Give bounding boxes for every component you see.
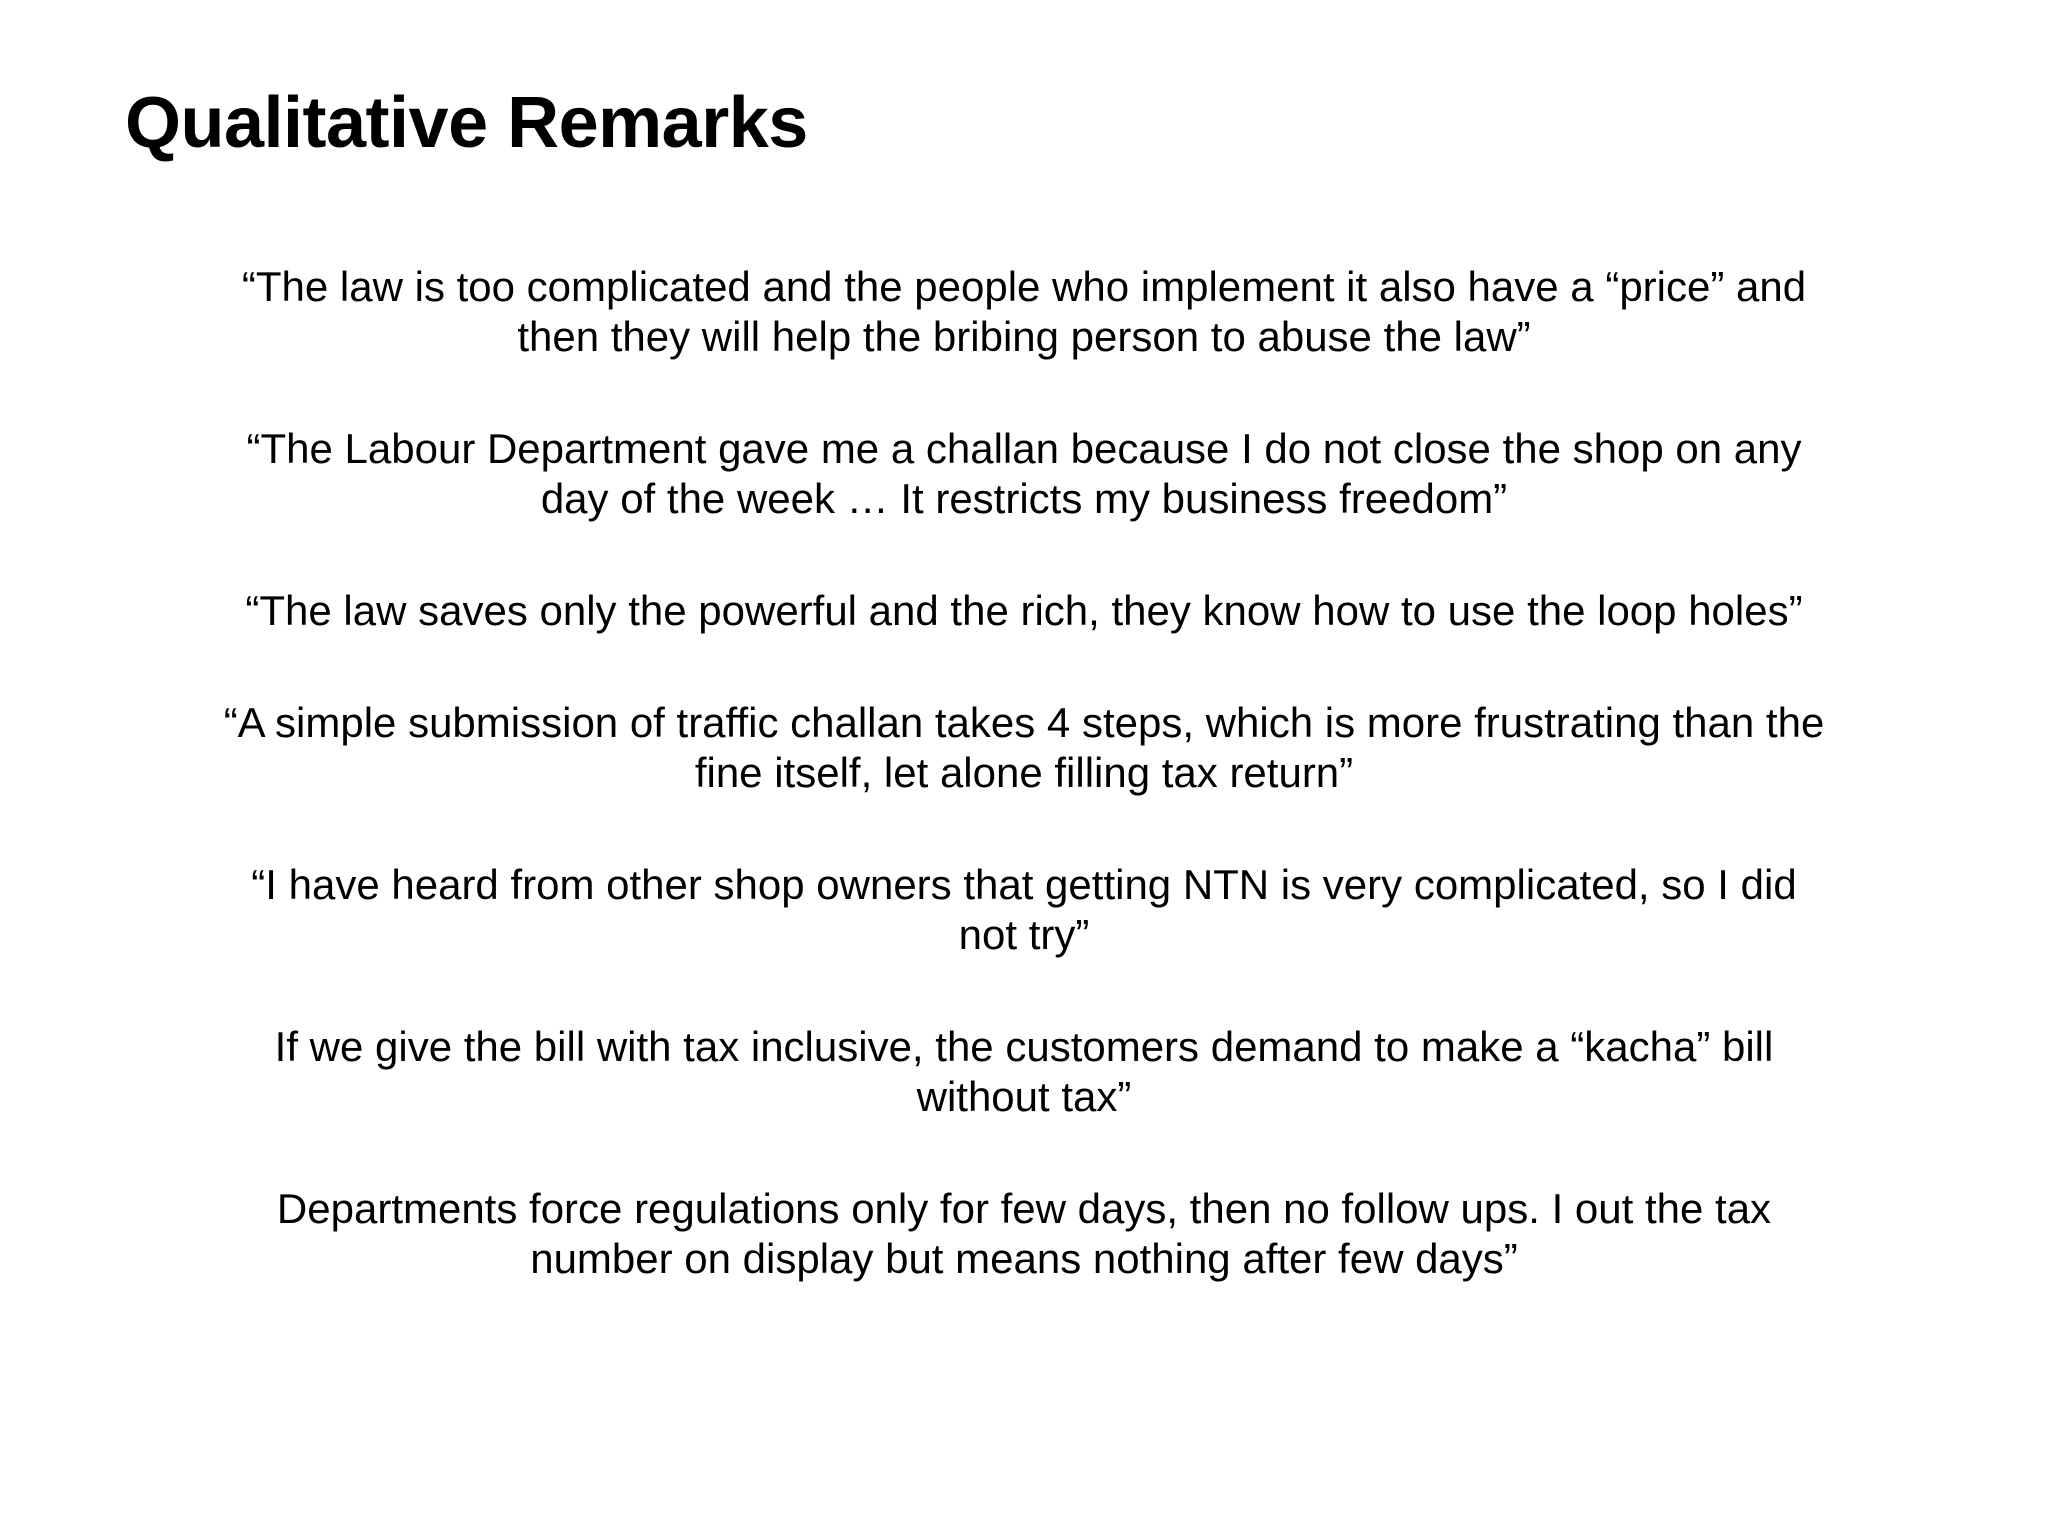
quote-line: “The Labour Department gave me a challan because I do not close the shop on any: [246, 425, 1802, 472]
quote-line: “A simple submission of traffic challan takes 4 steps, which is more frustrating than the: [223, 699, 1825, 746]
quote-line: not try”: [958, 911, 1090, 958]
quote-line: number on display but means nothing after few days”: [530, 1235, 1518, 1282]
slide-title: Qualitative Remarks: [125, 83, 808, 163]
quote-5: [100, 860, 1948, 960]
quote-line: “The law is too complicated and the people who implement it also have a “price” and: [241, 263, 1807, 310]
quote-line: then they will help the bribing person to abuse the law”: [517, 313, 1531, 360]
quote-2: [100, 424, 1948, 524]
quote-4: [100, 698, 1948, 798]
quote-line: without tax”: [916, 1073, 1132, 1120]
quote-7: [100, 1184, 1948, 1284]
quote-line: “The law saves only the powerful and the rich, they know how to use the loop holes”: [245, 587, 1803, 634]
quote-line: fine itself, let alone filling tax return”: [694, 749, 1354, 796]
quote-line: day of the week … It restricts my business freedom”: [540, 475, 1508, 522]
quote-list: [100, 262, 1948, 1346]
quote-1: [100, 262, 1948, 362]
quote-6: [100, 1022, 1948, 1122]
quote-line: “I have heard from other shop owners that getting NTN is very complicated, so I did: [251, 861, 1797, 908]
quote-line: If we give the bill with tax inclusive, the customers demand to make a “kacha” bill: [274, 1023, 1774, 1070]
quote-3: [100, 586, 1948, 636]
quote-line: Departments force regulations only for few days, then no follow ups. I out the tax: [276, 1185, 1772, 1232]
